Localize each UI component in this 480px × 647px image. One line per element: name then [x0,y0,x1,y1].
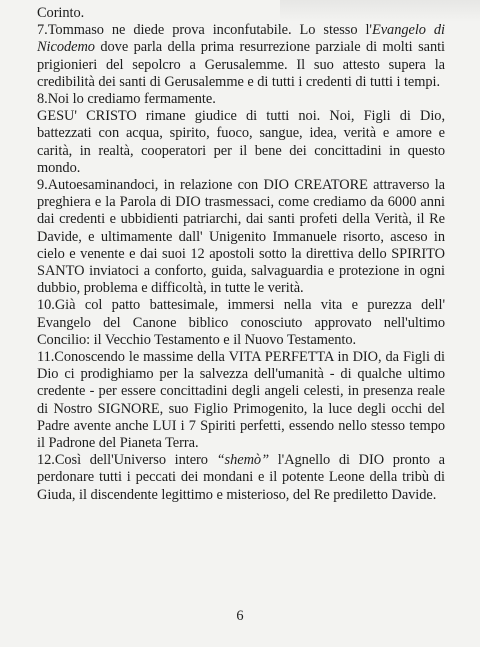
paragraph-12-text-end: l'Agnello di DIO pronto a perdonare tutti i peccati dei mondani e il potente Leone della tribù di Giuda, il discendente legittimo e misterioso, del Re prediletto Davide. [37,452,446,503]
page-body [37,5,445,504]
paragraph-9: 9.Autoesaminandoci, in relazione con DIO CREATORE attraverso la preghiera e la Parola di DIO trasmessaci, come crediamo da 6000 anni dai credenti e ubbidienti patriarchi, dai santi profeti della Verità, il Re Davide, e ultimamente dall' Unigenito Immanuele risorto, asceso in cielo e venente e dai suoi 12 apostoli sotto la direttiva dello SPIRITO SANTO inviatoci a conforto, guida, salvaguardia e protezione in ogni dubbio, problema e difficoltà, in tutte le verità. [37,177,445,297]
paragraph-7-title: Evangelo di Nicodemo [37,22,445,56]
paragraph-corinto: Corinto. [37,5,85,21]
paragraph-7-text-end: dove parla della prima resurrezione parziale di molti santi prigionieri del sepolcro a Gerusalemme. Il suo attesto supera la credibilità dei santi di Gerusalemme e di tutti i credenti di tutti i tempi. [37,39,445,90]
paragraph-10: 10.Già col patto battesimale, immersi nella vita e purezza dell' Evangelo del Canone biblico conosciuto approvato nell'ultimo Concilio: il Vecchio Testamento e il Nuovo Testamento. [37,297,445,348]
paragraph-gesu-cristo: GESU' CRISTO rimane giudice di tutti noi. Noi, Figli di Dio, battezzati con acqua, spirito, fuoco, sangue, idea, verità e amore e carità, in realtà, cooperatori per il bene dei concittadini in questo mondo. [37,108,445,176]
paragraph-11: 11.Conoscendo le massime della VITA PERFETTA in DIO, da Figli di Dio ci prodighiamo per la salvezza dell'umanità - di qualche ultimo credente - per essere concittadini degli angeli celesti, in presenza reale di Nostro SIGNORE, suo Figlio Primogenito, la luce degli occhi del Padre avente anche LUI i 7 Spiriti perfetti, essendo nello stesso tempo il Padrone del Pianeta Terra. [37,349,445,452]
page-number: 6 [236,608,244,624]
paragraph-7-text-start: 7.Tommaso ne diede prova inconfutabile. Lo stesso l' [37,22,372,39]
paragraph-12 [37,452,445,504]
paragraph-7 [37,22,445,91]
paragraph-12-word-shemo: “shemò” [216,452,270,469]
paragraph-8: 8.Noi lo crediamo fermamente. [37,91,216,108]
paragraph-12-text-start: 12.Così dell'Universo intero [37,452,217,469]
